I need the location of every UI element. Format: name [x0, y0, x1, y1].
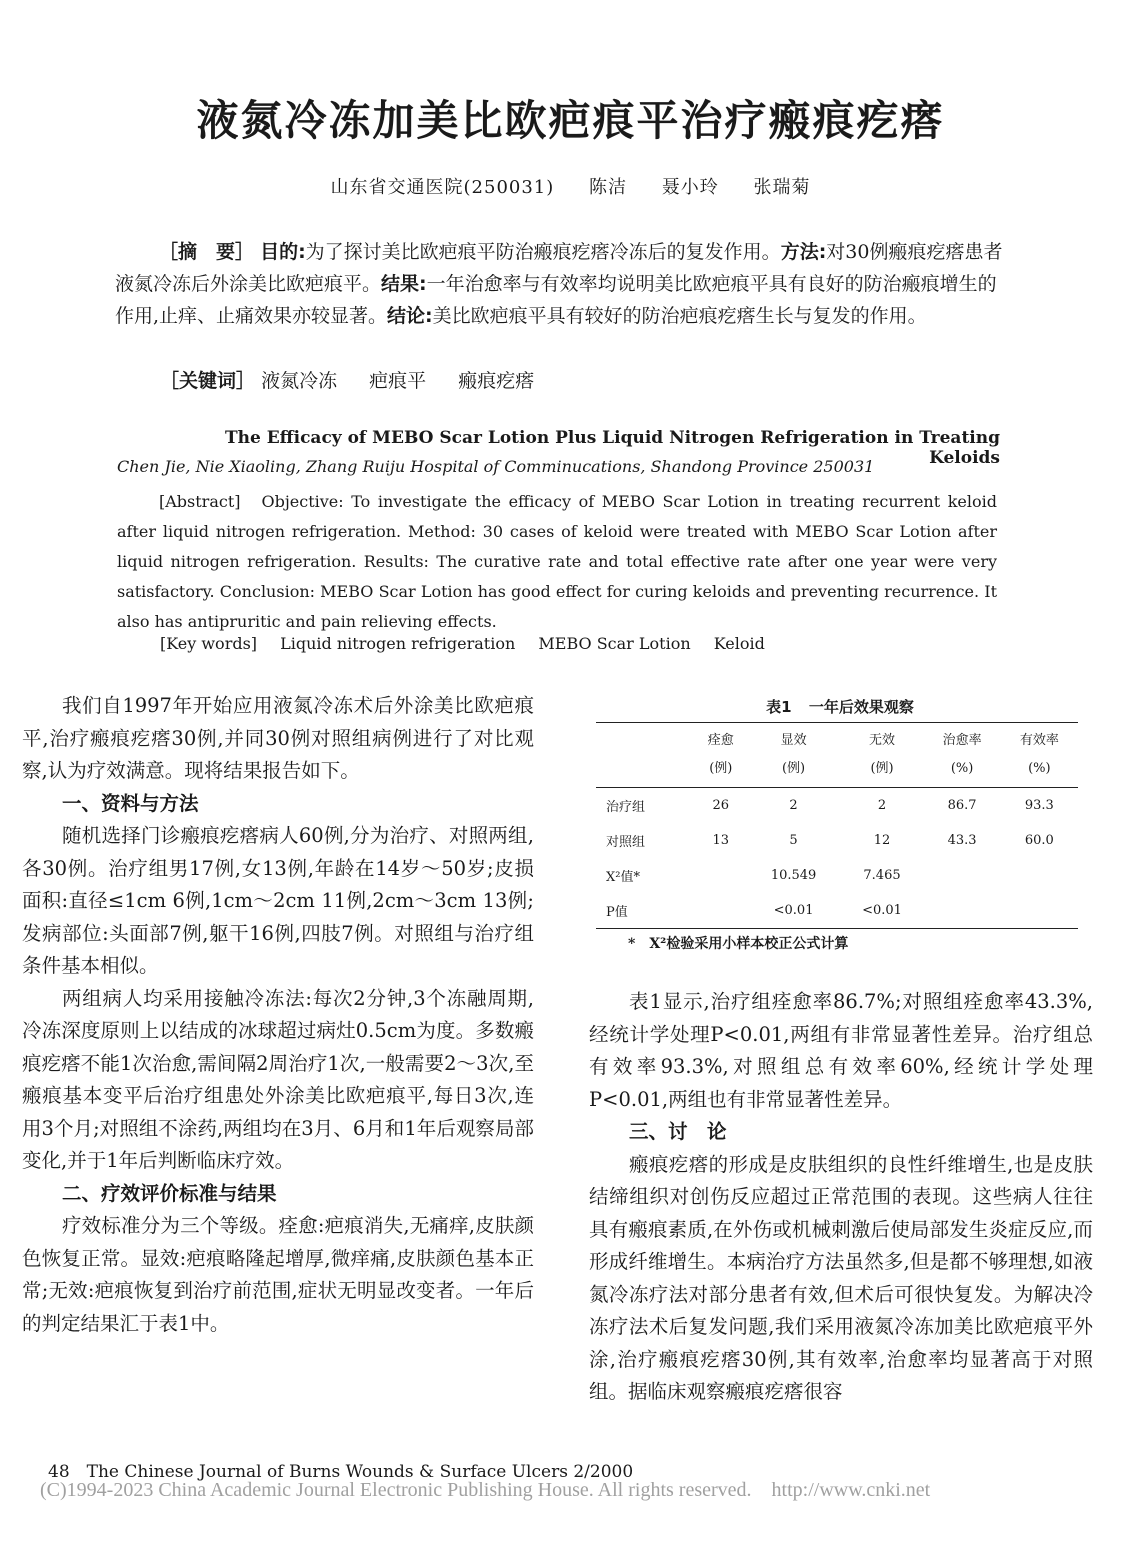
english-keywords — [160, 634, 783, 653]
header-text: 显效 — [780, 733, 807, 748]
table-cell: 12 — [873, 833, 891, 848]
table-header-cell — [1001, 723, 1078, 788]
keyword: 液氮冷冻 — [261, 370, 338, 392]
keywords-label: [Key words] — [160, 634, 258, 653]
table-footnote: * X²检验采用小样本校正公式计算 — [628, 936, 849, 952]
table-row — [596, 858, 1078, 893]
table-cell — [923, 893, 1000, 929]
intro-paragraph: 我们自1997年开始应用液氮冷冻术后外涂美比欧疤痕平,治疗瘢痕疙瘩30例,并同30例对照组病例进行了对比观察,认为疗效满意。现将结果报告如下。 — [22, 694, 534, 782]
table-cell: 7.465 — [863, 868, 901, 883]
body-paragraph: 瘢痕疙瘩的形成是皮肤组织的良性纤维增生,也是皮肤结缔组织对创伤反应超过正常范围的表现。这些病人往往具有瘢痕素质,在外伤或机械刺激后使局部发生炎症反应,而形成纤维增生。本病治疗方法虽然多,但是都不够理想,如液氮冷冻疗法对部分患者有效,但术后可很快复发。为解决冷冻疗法术后复发问题,我们采用液氮冷冻加美比欧疤痕平外涂,治疗瘢痕疙瘩30例,其有效率,治愈率均显著高于对照组。据临床观察瘢痕疙瘩很容 — [589, 1152, 1093, 1403]
table-cell: <0.01 — [747, 893, 841, 929]
keyword: Liquid nitrogen refrigeration — [280, 634, 516, 653]
table-cell: 5 — [789, 833, 798, 848]
table-number: 表1 — [766, 698, 792, 716]
table-row — [596, 893, 1078, 929]
method-text: 对30例瘢痕疙瘩患者液氮冷冻后外涂美比欧疤痕平。 — [115, 241, 1003, 295]
table-cell: 60.0 — [1024, 833, 1054, 848]
page-footer: 48 The Chinese Journal of Burns Wounds & Surface Ulcers 2/2000 — [48, 1462, 634, 1482]
table-header-cell — [923, 723, 1000, 788]
header-text: 有效率 — [1019, 733, 1059, 748]
table-caption — [590, 696, 1090, 717]
left-column — [22, 690, 534, 1340]
header-text: 痊愈 — [707, 733, 734, 748]
table-cell: <0.01 — [841, 893, 924, 929]
author-name: 聂小玲 — [661, 177, 719, 198]
header-text: 无效 — [869, 733, 896, 748]
table-cell: 43.3 — [947, 833, 977, 848]
results-table — [596, 722, 1078, 929]
keyword: 疤痕平 — [369, 370, 427, 392]
english-title: The Efficacy of MEBO Scar Lotion Plus Liquid Nitrogen Refrigeration in Treating Keloids — [224, 428, 1000, 468]
table-cell: 2 — [877, 798, 887, 813]
table-title: 一年后效果观察 — [808, 698, 914, 716]
copyright-watermark: (C)1994-2023 China Academic Journal Electronic Publishing House. All rights reserved. http://www.cnki.net — [40, 1479, 931, 1501]
row-label: 对照组 — [606, 835, 646, 850]
table-row — [596, 788, 1078, 824]
table-row — [596, 823, 1078, 858]
english-abstract: [Abstract] Objective: To investigate the efficacy of MEBO Scar Lotion in treating recurrent keloid after liquid nitrogen refrigeration. Method: 30 cases of keloid were treated with MEBO Scar Lotion after liquid nitrogen refrigeration. Results: The curative rate and total effective rate after one year were very satisfactory. Conclusion: MEBO Scar Lotion has good effect for curing keloids and preventing recurrence. It also has antipruritic and pain relieving effects. — [117, 492, 997, 631]
chinese-abstract — [115, 236, 1005, 332]
keyword: MEBO Scar Lotion — [538, 634, 691, 653]
table-header-row — [596, 723, 1078, 788]
conclusion-label: 结论: — [387, 305, 433, 327]
conclusion-text: 美比欧疤痕平具有较好的防治疤痕疙瘩生长与复发的作用。 — [432, 305, 927, 327]
author-line — [0, 173, 1141, 199]
header-unit: (例) — [870, 761, 894, 776]
table-header-cell — [695, 723, 747, 788]
body-paragraph: 疗效标准分为三个等级。痊愈:疤痕消失,无痛痒,皮肤颜色恢复正常。显效:疤痕略隆起增厚,微痒痛,皮肤颜色基本正常;无效:疤痕恢复到治疗前范围,症状无明显改变者。一年后的判定结果汇于表1中。 — [22, 1214, 534, 1335]
method-label: 方法: — [780, 241, 827, 263]
objective-text: 为了探讨美比欧疤痕平防治瘢痕疙瘩冷冻后的复发作用。 — [305, 241, 781, 263]
body-paragraph: 表1显示,治疗组痊愈率86.7%;对照组痊愈率43.3%,经统计学处理P<0.01,两组有非常显著性差异。治疗组总有效率93.3%,对照组总有效率60%,经统计学处理P<0.01,两组也有非常显著性差异。 — [589, 990, 1093, 1111]
table-header-cell — [596, 723, 695, 788]
keyword: Keloid — [713, 634, 765, 653]
author-name: 陈洁 — [589, 177, 628, 198]
keyword: 瘢痕疙瘩 — [458, 370, 535, 392]
header-unit: (例) — [781, 761, 806, 776]
table-cell: 10.549 — [770, 868, 817, 883]
table-cell — [923, 858, 1000, 893]
header-text: 治愈率 — [942, 733, 982, 748]
objective-label: 目的: — [260, 241, 306, 263]
table-cell: 2 — [789, 798, 798, 813]
section-heading: 三、讨 论 — [629, 1120, 727, 1143]
keywords-label: ［关键词］ — [160, 370, 256, 392]
results-text: 一年治愈率与有效率均说明美比欧疤痕平具有良好的防治瘢痕增生的作用,止痒、止痛效果亦较显著。 — [115, 273, 997, 327]
table-header-cell — [747, 723, 841, 788]
english-authors: Chen Jie, Nie Xiaoling, Zhang Ruiju Hospital of Comminucations, Shandong Province 250031 — [117, 457, 875, 476]
body-paragraph: 随机选择门诊瘢痕疙瘩病人60例,分为治疗、对照两组,各30例。治疗组男17例,女13例,年龄在14岁～50岁;皮损面积:直径≤1cm 6例,1cm～2cm 11例,2cm～3cm 13例;发病部位:头面部7例,躯干16例,四肢7例。对照组与治疗组条件基本相似。 — [22, 824, 534, 977]
chinese-keywords — [160, 366, 560, 393]
table-cell — [695, 858, 747, 893]
table-cell: 26 — [712, 798, 730, 813]
table-cell — [1001, 893, 1078, 929]
abstract-label: ［摘 要］ — [159, 241, 255, 263]
table-header-cell — [841, 723, 924, 788]
header-unit: (%) — [1028, 761, 1051, 776]
body-paragraph: 两组病人均采用接触冷冻法:每次2分钟,3个冻融周期,冷冻深度原则上以结成的冰球超过病灶0.5cm为度。多数瘢痕疙瘩不能1次治愈,需间隔2周治疗1次,一般需要2～3次,至瘢痕基本变平后治疗组患处外涂美比欧疤痕平,每日3次,连用3个月;对照组不涂药,两组均在3月、6月和1年后观察局部变化,并于1年后判断临床疗效。 — [22, 986, 534, 1172]
section-heading: 二、疗效评价标准与结果 — [62, 1181, 277, 1205]
table-cell: 13 — [712, 833, 730, 848]
table-cell — [1001, 858, 1078, 893]
section-heading: 一、资料与方法 — [62, 791, 199, 815]
results-label: 结果: — [381, 273, 427, 295]
row-label: P值 — [596, 893, 695, 929]
right-column — [589, 986, 1093, 1409]
paper-title: 液氮冷冻加美比欧疤痕平治疗瘢痕疙瘩 — [196, 96, 945, 145]
row-label: 治疗组 — [606, 800, 646, 815]
header-unit: (%) — [950, 761, 974, 776]
table-cell: 86.7 — [947, 798, 977, 813]
row-label: X²值* — [606, 870, 640, 885]
author-name: 张瑞菊 — [753, 177, 811, 198]
header-unit: (例) — [709, 761, 733, 776]
table-cell — [695, 893, 747, 929]
affiliation: 山东省交通医院(250031) — [330, 177, 555, 198]
table-cell: 93.3 — [1024, 798, 1054, 813]
